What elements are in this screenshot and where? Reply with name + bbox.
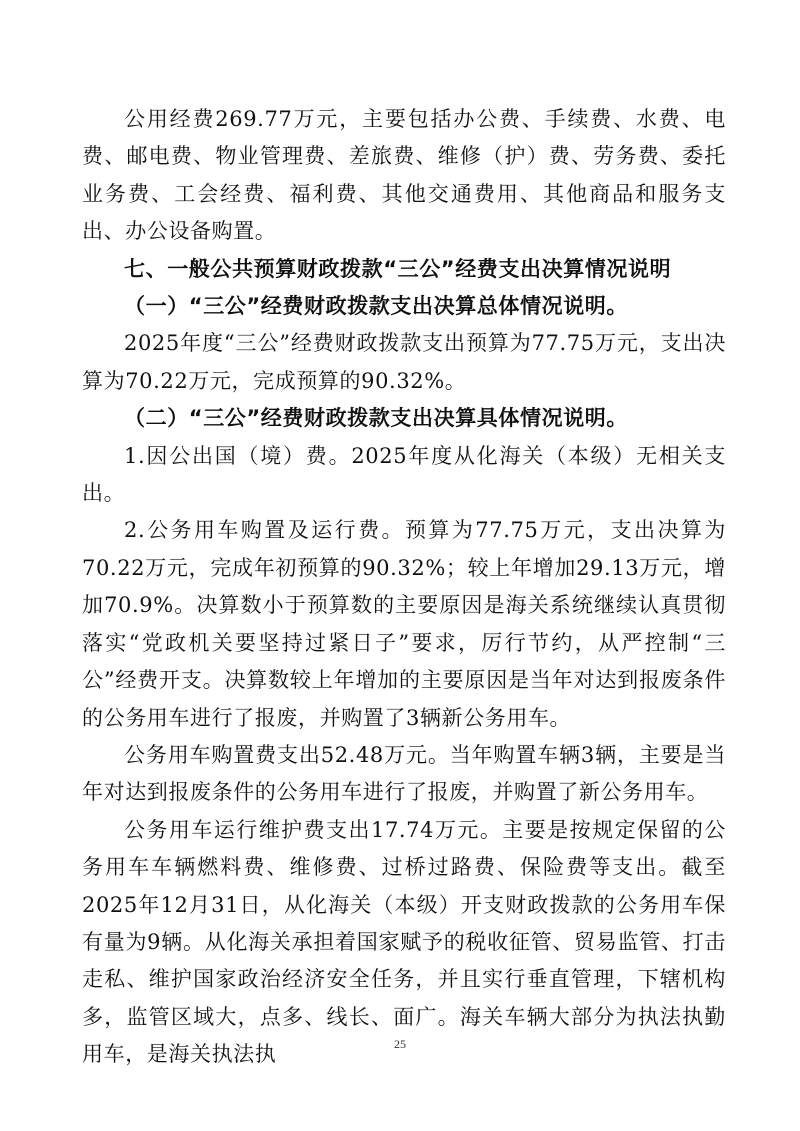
page-body — [82, 101, 726, 1074]
paragraph-overseas-travel: 1.因公出国（境）费。2025年度从化海关（本级）无相关支出。 — [82, 443, 726, 506]
page-number: 25 — [394, 1037, 406, 1051]
subsection-heading-overall: （一）“三公”经费财政拨款支出决算总体情况说明。 — [124, 294, 629, 319]
subsection-heading-specific: （二）“三公”经费财政拨款支出决算具体情况说明。 — [124, 406, 629, 431]
paragraph-public-expense: 公用经费269.77万元，主要包括办公费、手续费、水费、电费、邮电费、物业管理费、差旅费、维修（护）费、劳务费、委托业务费、工会经费、福利费、其他交通费用、其他商品和服务支出、办公设备购置。 — [82, 107, 726, 244]
section-heading-three-public-expenses: 七、一般公共预算财政拨款“三公”经费支出决算情况说明 — [124, 256, 672, 281]
paragraph-vehicle-purchase: 公务用车购置费支出52.48万元。当年购置车辆3辆，主要是当年对达到报废条件的公务用车进行了报废，并购置了新公务用车。 — [82, 742, 726, 805]
paragraph-vehicle-costs: 2.公务用车购置及运行费。预算为77.75万元，支出决算为70.22万元，完成年初预算的90.32%；较上年增加29.13万元，增加70.9%。决算数小于预算数的主要原因是海关系统继续认真贯彻落实“党政机关要坚持过紧日子”要求，厉行节约，从严控制“三公”经费开支。决算数较上年增加的主要原因是当年对达到报废条件的公务用车进行了报废，并购置了3辆新公务用车。 — [82, 518, 726, 730]
paragraph-vehicle-operation: 公务用车运行维护费支出17.74万元。主要是按规定保留的公务用车车辆燃料费、维修费、过桥过路费、保险费等支出。截至2025年12月31日，从化海关（本级）开支财政拨款的公务用车保有量为9辆。从化海关承担着国家赋予的税收征管、贸易监管、打击走私、维护国家政治经济安全任务，并且实行垂直管理，下辖机构多，监管区域大，点多、线长、面广。海关车辆大部分为执法执勤用车，是海关执法执 — [82, 817, 726, 1067]
paragraph-overall: 2025年度“三公”经费财政拨款支出预算为77.75万元，支出决算为70.22万元，完成预算的90.32%。 — [82, 331, 726, 393]
